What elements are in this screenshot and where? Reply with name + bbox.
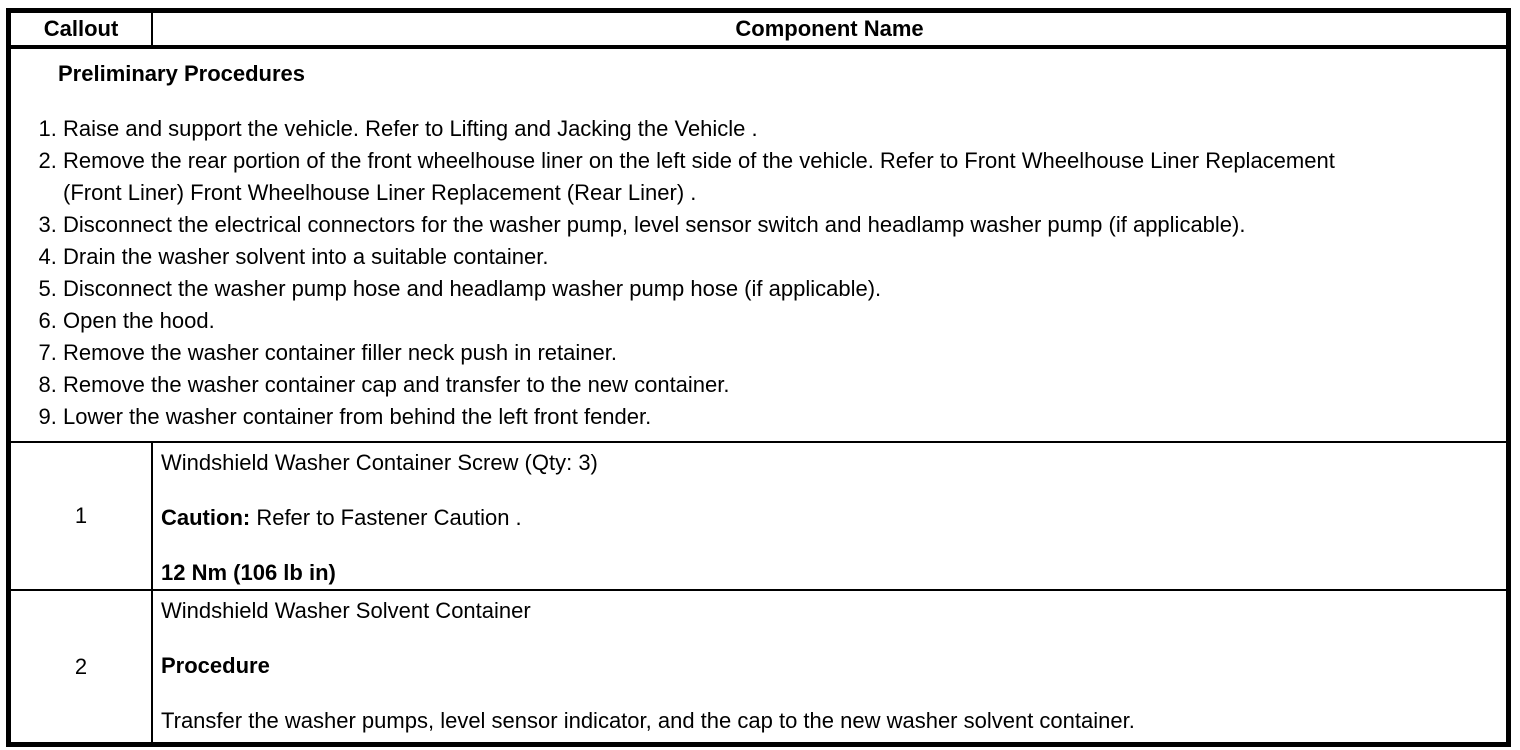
preliminary-steps-list bbox=[11, 113, 1506, 433]
preliminary-procedures-heading: Preliminary Procedures bbox=[58, 61, 306, 86]
preliminary-step-2: 2. Remove the rear portion of the front wheelhouse liner on the left side of the vehicle. Refer to Front Wheelhouse Liner Replacement (Front Liner) Front Wheelhouse Liner Replacement (Rear Liner) . bbox=[63, 145, 1356, 209]
component-title: Windshield Washer Container Screw (Qty: 3) bbox=[161, 450, 598, 475]
preliminary-step-7: 7. Remove the washer container filler neck push in retainer. bbox=[63, 337, 1356, 369]
component-cell bbox=[153, 443, 1506, 589]
component-title: Windshield Washer Solvent Container bbox=[161, 598, 531, 623]
preliminary-procedures-section bbox=[11, 49, 1506, 443]
component-table bbox=[6, 8, 1511, 747]
preliminary-step-3: 3. Disconnect the electrical connectors for the washer pump, level sensor switch and headlamp washer pump (if applicable). bbox=[63, 209, 1356, 241]
component-name-column-header: Component Name bbox=[735, 16, 924, 41]
callout-row-2 bbox=[11, 591, 1506, 742]
callout-number: 1 bbox=[11, 443, 153, 589]
preliminary-step-5: 5. Disconnect the washer pump hose and headlamp washer pump hose (if applicable). bbox=[63, 273, 1356, 305]
caution-note bbox=[161, 507, 1496, 529]
callout-row-1 bbox=[11, 443, 1506, 591]
caution-text: Refer to Fastener Caution . bbox=[250, 505, 522, 530]
torque-spec: 12 Nm (106 lb in) bbox=[161, 560, 336, 585]
component-cell bbox=[153, 591, 1506, 742]
preliminary-step-4: 4. Drain the washer solvent into a suitable container. bbox=[63, 241, 1356, 273]
preliminary-step-1: 1. Raise and support the vehicle. Refer to Lifting and Jacking the Vehicle . bbox=[63, 113, 1356, 145]
table-header-row bbox=[11, 13, 1506, 49]
preliminary-step-9: 9. Lower the washer container from behind the left front fender. bbox=[63, 401, 1356, 433]
callout-column-header: Callout bbox=[11, 13, 153, 45]
callout-number: 2 bbox=[11, 591, 153, 742]
procedure-text: Transfer the washer pumps, level sensor indicator, and the cap to the new washer solvent container. bbox=[161, 708, 1135, 733]
preliminary-step-8: 8. Remove the washer container cap and transfer to the new container. bbox=[63, 369, 1356, 401]
procedure-label: Procedure bbox=[161, 653, 270, 678]
preliminary-step-6: 6. Open the hood. bbox=[63, 305, 1356, 337]
caution-label: Caution: bbox=[161, 505, 251, 530]
